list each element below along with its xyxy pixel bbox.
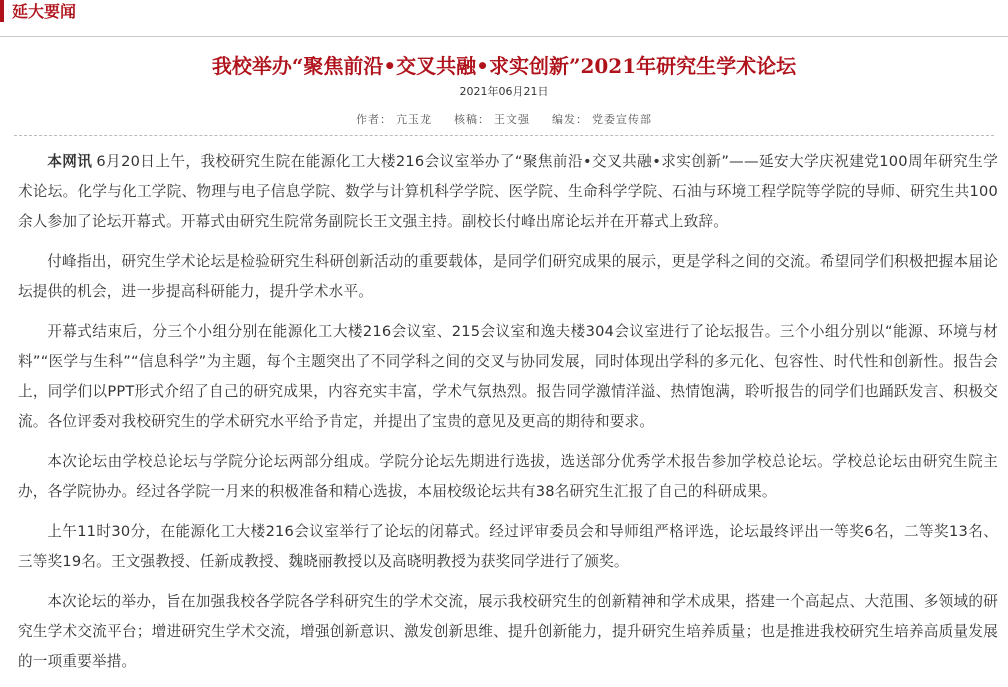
paragraph-1	[18, 147, 998, 237]
article-title: 我校举办“聚焦前沿•交叉共融•求实创新”2021年研究生学术论坛	[211, 54, 797, 78]
reviewer-label: 核稿：	[454, 113, 490, 126]
paragraph-3: 开幕式结束后，分三个小组分别在能源化工大楼216会议室、215会议室和逸夫楼304会议室进行了论坛报告。三个小组分别以“能源、环境与材料”“医学与生科”“信息科学”为主题，每个主题突出了不同学科之间的交叉与协同发展，同时体现出学科的多元化、包容性、时代性和创新性。报告会上，同学们以PPT形式介绍了自己的研究成果，内容充实丰富，学术气氛热烈。报告同学激情洋溢、热情饱满，聆听报告的同学们也踊跃发言、积极交流。各位评委对我校研究生的学术研究水平给予肯定，并提出了宝贵的意见及更高的期待和要求。	[18, 323, 998, 430]
section-marker	[0, 0, 4, 22]
author-label: 作者：	[356, 113, 392, 126]
publisher-name: 党委宣传部	[592, 113, 652, 126]
meta-divider	[14, 135, 994, 136]
paragraph-4: 本次论坛由学校总论坛与学院分论坛两部分组成。学院分论坛先期进行选拔，选送部分优秀学术报告参加学校总论坛。学校总论坛由研究生院主办，各学院协办。经过各学院一月来的积极准备和精心选拔，本届校级论坛共有38名研究生汇报了自己的科研成果。	[18, 453, 998, 500]
paragraph-5: 上午11时30分，在能源化工大楼216会议室举行了论坛的闭幕式。经过评审委员会和导师组严格评选，论坛最终评出一等奖6名，二等奖13名、三等奖19名。王文强教授、任新成教授、魏晓丽教授以及高晓明教授为获奖同学进行了颁奖。	[18, 523, 998, 570]
publisher-label: 编发：	[552, 113, 588, 126]
author-name: 亢玉龙	[396, 113, 432, 126]
paragraph-2: 付峰指出，研究生学术论坛是检验研究生科研创新活动的重要载体，是同学们研究成果的展示，更是学科之间的交流。希望同学们积极把握本届论坛提供的机会，进一步提高科研能力，提升学术水平。	[18, 253, 998, 300]
article-meta	[0, 113, 1008, 127]
section-title[interactable]: 延大要闻	[12, 2, 77, 21]
publish-date: 2021年06月21日	[459, 85, 549, 98]
section-header	[0, 0, 1008, 37]
paragraph-1-text: 6月20日上午，我校研究生院在能源化工大楼216会议室举办了“聚焦前沿•交叉共融•求实创新”——延安大学庆祝建党100周年研究生学术论坛。化学与化工学院、物理与电子信息学院、数学与计算机科学学院、医学院、生命科学学院、石油与环境工程学院等学院的导师、研究生共100余人参加了论坛开幕式。开幕式由研究生院常务副院长王文强主持。副校长付峰出席论坛并在开幕式上致辞。	[18, 153, 998, 230]
paragraph-6: 本次论坛的举办，旨在加强我校各学院各学科研究生的学术交流，展示我校研究生的创新精神和学术成果，搭建一个高起点、大范围、多领域的研究生学术交流平台；增进研究生学术交流，增强创新意识、激发创新思维、提升创新能力，提升研究生培养质量；也是推进我校研究生培养高质量发展的一项重要举措。	[18, 593, 998, 670]
reviewer-name: 王文强	[494, 113, 530, 126]
article-body	[18, 147, 998, 687]
lead-label: 本网讯	[47, 153, 93, 170]
